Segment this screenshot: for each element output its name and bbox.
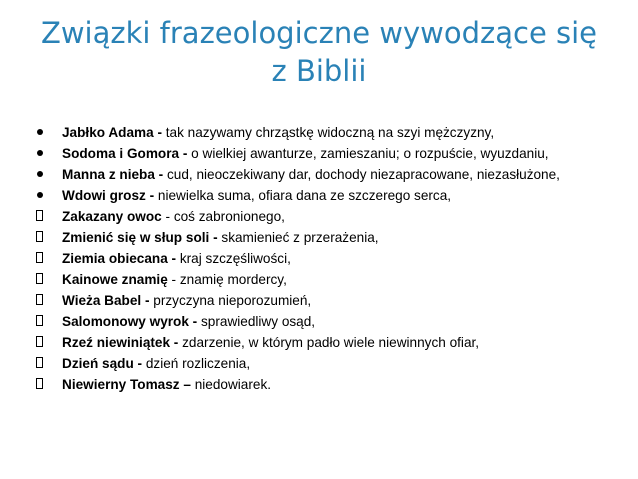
phrase-term: Wdowi grosz -: [62, 188, 155, 203]
list-item: [36, 271, 621, 288]
list-item: [36, 355, 621, 372]
list-item: [36, 145, 621, 162]
phrase-definition: zdarzenie, w którym padło wiele niewinnych ofiar,: [178, 335, 480, 350]
phrase-definition: przyczyna nieporozumień,: [149, 293, 312, 308]
list-item: [36, 292, 621, 309]
phrase-term: Manna z nieba -: [62, 167, 164, 182]
list-item: [36, 313, 621, 330]
phrase-definition: sprawiedliwy osąd,: [197, 314, 316, 329]
phrase-term: Rzeź niewiniątek -: [62, 335, 179, 350]
phrase-definition: - znamię mordercy,: [167, 272, 287, 287]
phrase-term: Ziemia obiecana -: [62, 251, 177, 266]
phrase-definition: cud, nieoczekiwany dar, dochody niezapracowane, niezasłużone,: [163, 167, 560, 182]
phrase-definition: skamienieć z przerażenia,: [217, 230, 379, 245]
phrase-term: Sodoma i Gomora -: [62, 146, 188, 161]
list-item: [36, 334, 621, 351]
phrase-definition: dzień rozliczenia,: [142, 356, 251, 371]
title-line-2: z Biblii: [271, 54, 367, 88]
phrase-definition: tak nazywamy chrząstkę widoczną na szyi mężczyzny,: [161, 125, 495, 140]
list-item: [36, 208, 621, 225]
phrase-term: Kainowe znamię: [62, 272, 168, 287]
list-item: [36, 166, 621, 183]
phrase-term: Jabłko Adama -: [62, 125, 162, 140]
phrase-term: Zakazany owoc: [62, 209, 162, 224]
phrase-list: [36, 124, 621, 397]
phrase-definition: kraj szczęśliwości,: [176, 251, 291, 266]
list-item: [36, 229, 621, 246]
phrase-definition: niewielka suma, ofiara dana ze szczerego serca,: [154, 188, 452, 203]
phrase-definition: - coś zabronionego,: [161, 209, 285, 224]
phrase-term: Wieża Babel -: [62, 293, 150, 308]
phrase-definition: o wielkiej awanturze, zamieszaniu; o rozpuście, wyuzdaniu,: [187, 146, 549, 161]
phrase-term: Niewierny Tomasz –: [62, 377, 191, 392]
list-item: [36, 124, 621, 141]
list-item: [36, 187, 621, 204]
phrase-term: Salomonowy wyrok -: [62, 314, 198, 329]
slide-title: [20, 14, 618, 90]
list-item: [36, 250, 621, 267]
phrase-term: Dzień sądu -: [62, 356, 143, 371]
phrase-term: Zmienić się w słup soli -: [62, 230, 218, 245]
title-line-1: Związki frazeologiczne wywodzące się: [40, 16, 598, 50]
list-item: [36, 376, 621, 393]
phrase-definition: niedowiarek.: [190, 377, 272, 392]
